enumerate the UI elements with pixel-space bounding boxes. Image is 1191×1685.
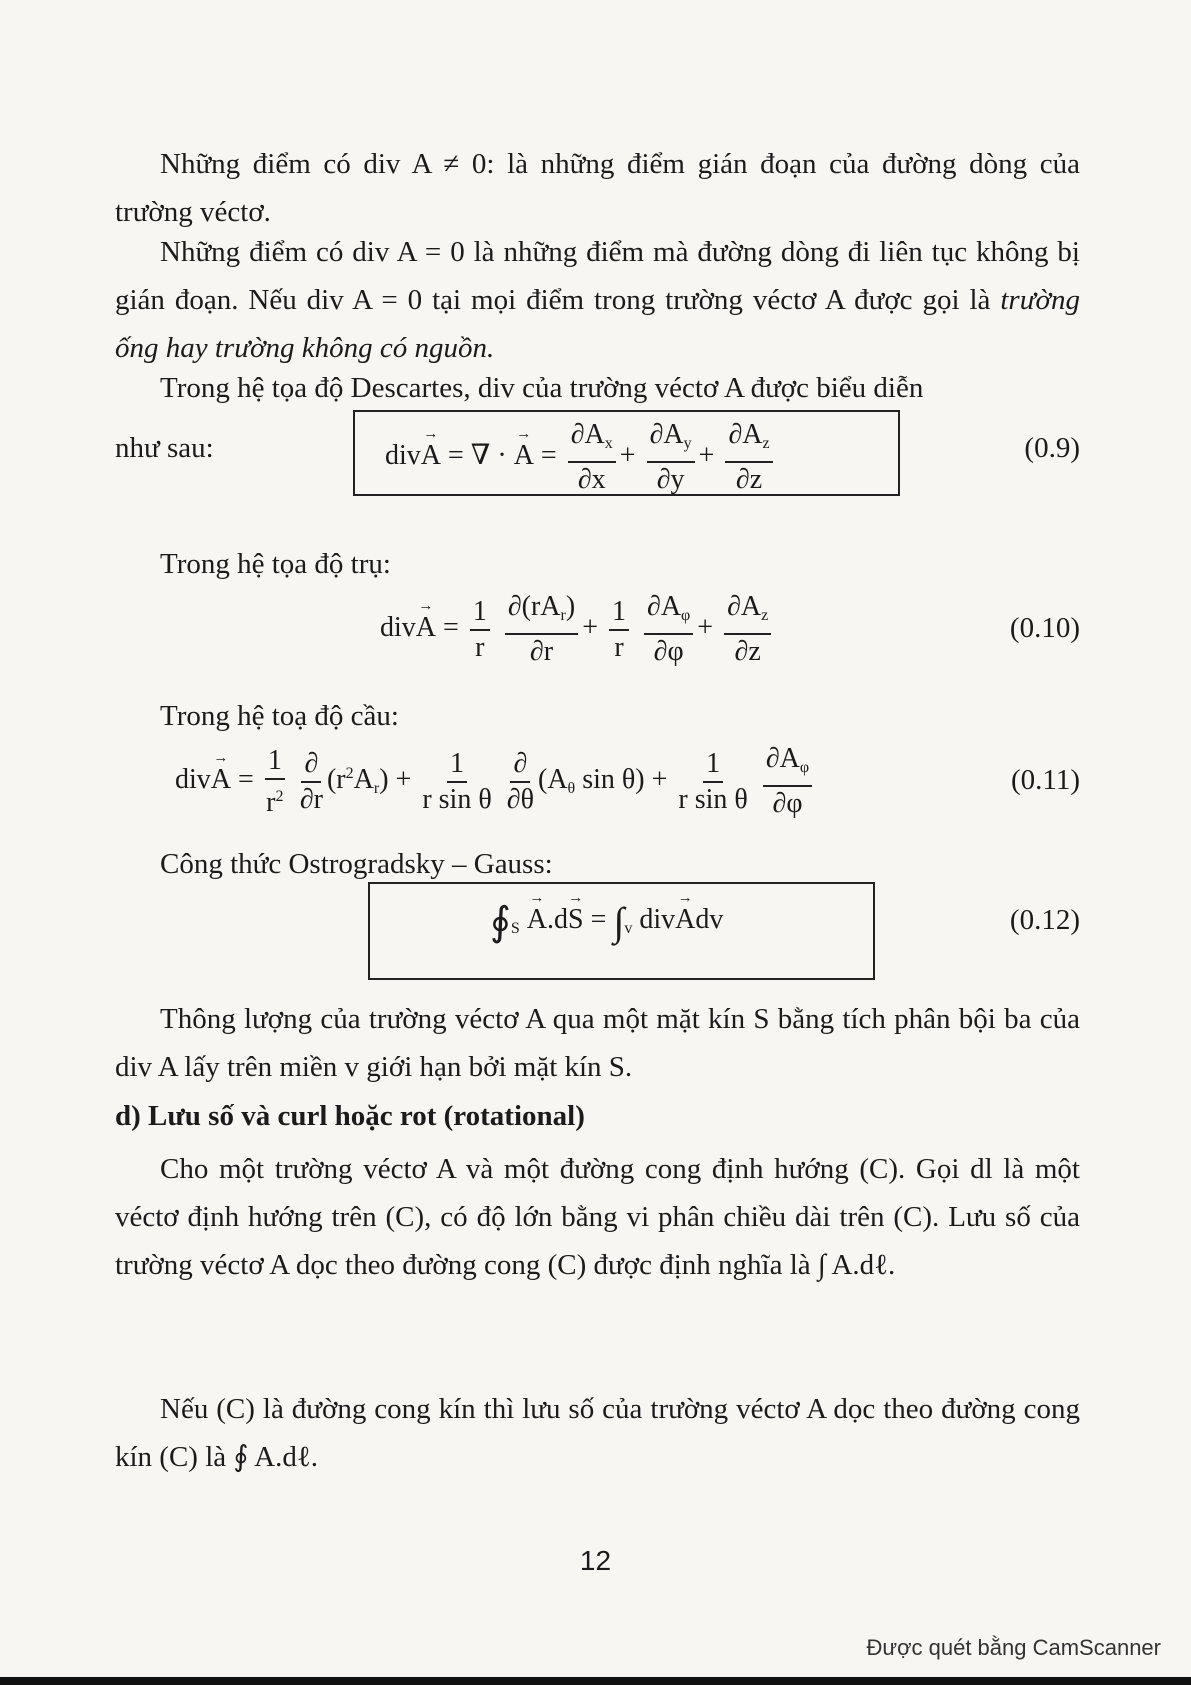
section-heading-circulation: d) Lưu số và curl hoặc rot (rotational) <box>115 1100 585 1132</box>
equation-0-11-label: (0.11) <box>1011 764 1080 796</box>
as-follows-text: như sau: <box>115 432 214 464</box>
equation-0-9-box <box>353 410 900 496</box>
equation-0-10-label: (0.10) <box>1009 612 1080 644</box>
equation-0-10: div→ A = $\frac{1}{r}$ $\frac{\partial(rA_r)}{\partial r}$ + $\frac{1}{r}$ $\frac{\partial A_\varphi}{\partial\varphi}$ + $\frac{\partial A_z}{\partial z}$ <box>380 590 775 669</box>
page-number: 12 <box>579 1545 612 1576</box>
equation-0-9: div→ A = ∇ · → A = $\frac{\partial A_x}{\partial x}$ + $\frac{\partial A_y}{\partial y}$ + $\frac{\partial A_z}{\partial z}$ <box>385 418 777 497</box>
bottom-edge <box>0 1677 1191 1685</box>
paragraph-flux: Thông lượng của trường véctơ A qua một mặt kín S bằng tích phân bội ba của div A lấy trên miền v giới hạn bởi mặt kín S. <box>115 1003 1080 1083</box>
paragraph-div-nonzero: Những điểm có div A ≠ 0: là những điểm gián đoạn của đường dòng của trường véctơ. <box>115 148 1080 228</box>
paragraph-spherical: Trong hệ toạ độ cầu: <box>160 700 399 732</box>
camscanner-watermark: Được quét bằng CamScanner <box>866 1635 1161 1660</box>
paragraph-descartes: Trong hệ tọa độ Descartes, div của trường véctơ A được biểu diễn <box>160 372 924 404</box>
equation-0-11: div→ A = $\frac{1}{r^2}$ $\frac{\partial}{\partial r}$ $(r^2A_r)$ + $\frac{1}{\text{r sin θ}}$ $\frac{\partial}{\partial\theta}$ ($A_\theta$ sin θ) + $\frac{1}{\text{r sin θ}}$ $\frac{\partial A_\varphi}{\partial\varphi}$ <box>175 742 816 821</box>
paragraph-ostrogradsky: Công thức Ostrogradsky – Gauss: <box>160 848 553 880</box>
equation-0-12-row <box>115 882 1080 972</box>
paragraph-div-zero: Những điểm có div A = 0 là những điểm mà đường dòng đi liên tục không bị gián đoạn. Nếu div A = 0 tại mọi điểm trong trường véctơ A được gọi là trường ống hay trường không có nguồn. <box>115 236 1080 364</box>
paragraph-circulation: Cho một trường véctơ A và một đường cong định hướng (C). Gọi dl là một véctơ định hướng trên (C), có độ lớn bằng vi phân chiều dài trên (C). Lưu số của trường véctơ A dọc theo đường cong (C) được định nghĩa là ∫ A.dℓ. <box>115 1153 1080 1281</box>
equation-0-12-label: (0.12) <box>1009 904 1080 936</box>
equation-0-10-row <box>115 590 1080 680</box>
equation-0-12-box <box>368 882 875 980</box>
equation-0-11-row <box>115 742 1080 832</box>
paragraph-closed-curve: Nếu (C) là đường cong kín thì lưu số của trường véctơ A dọc theo đường cong kín (C) là ∮ A.dℓ. <box>115 1393 1080 1473</box>
equation-0-9-label: (0.9) <box>1024 432 1080 464</box>
equation-0-12: $∮_S \to A.d\to S = \int_v$ div→ Adv <box>490 898 723 945</box>
paragraph-cylindrical: Trong hệ tọa độ trụ: <box>160 548 391 580</box>
equation-0-9-row <box>115 410 1080 500</box>
